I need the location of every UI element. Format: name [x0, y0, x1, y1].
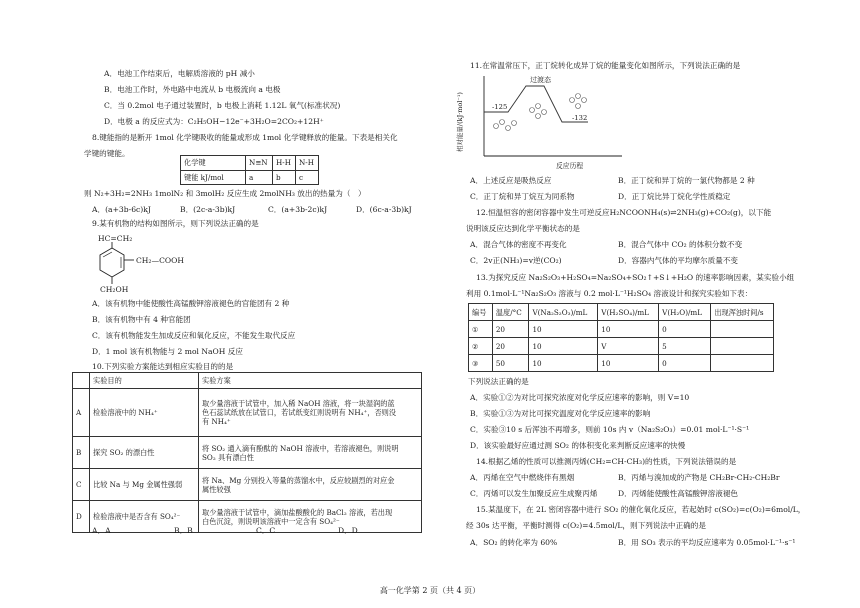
- table-cell: A: [73, 389, 90, 437]
- table-cell: 10: [529, 321, 598, 338]
- table-row: [73, 373, 422, 389]
- q14-option-a: A．丙烯在空气中燃烧伴有黑烟: [470, 473, 575, 482]
- q13-option-b: B．实验①③为对比可探究温度对化学反应速率的影响: [470, 409, 651, 418]
- table-cell: V: [598, 338, 659, 355]
- table-cell: 10: [598, 321, 659, 338]
- table-cell: 5: [659, 338, 711, 355]
- table-cell: c: [296, 170, 319, 185]
- q7-option-b: B．电池工作时，外电路中电流从 b 电极流向 a 电极: [104, 85, 281, 94]
- table-cell: N-H: [296, 156, 319, 171]
- table-cell: 编号: [469, 304, 493, 321]
- q15-stem-line2: 经 30s 达平衡，平衡时测得 c(O₂)=4.5mol/L，则下列说法中正确的是: [466, 521, 706, 530]
- table-row: [469, 304, 774, 321]
- table-cell: 10: [529, 338, 598, 355]
- table-cell: ①: [469, 321, 493, 338]
- plan-line: 取少量溶液于试管中，滴加盐酸酸化的 BaCl₂ 溶液，若出现: [202, 507, 393, 517]
- table-cell: [199, 437, 422, 469]
- q13-option-c: C．实验③10 s 后浑浊不再增多，则前 10s 内 v（Na₂S₂O₃）=0.01 mol·L⁻¹·S⁻¹: [470, 425, 750, 434]
- table-cell: [711, 338, 774, 355]
- table-cell: ②: [469, 338, 493, 355]
- table-row: [73, 437, 422, 469]
- table-cell: 出现浑浊时间/s: [711, 304, 774, 321]
- table-cell: a: [246, 170, 273, 185]
- q15-option-a: A．SO₂ 的转化率为 60%: [470, 538, 558, 547]
- q8-option-c: C．(a+3b-2c)kJ: [268, 205, 328, 214]
- q12-stem-line2: 说明该反应达到化学平衡状态的是: [466, 224, 580, 233]
- q12-option-b: B．混合气体中 CO₂ 的体积分数不变: [618, 240, 743, 249]
- q11-energy-diagram: [462, 70, 627, 172]
- table-cell: [711, 321, 774, 338]
- q8-stem-line2: 学键的键能。: [84, 149, 130, 158]
- q9-option-a: A．该有机物中能使酸性高锰酸钾溶液褪色的官能团有 2 种: [92, 299, 290, 308]
- plan-line: 有 NH₄⁺: [202, 417, 231, 426]
- table-cell: [199, 389, 422, 437]
- table-cell: N≡N: [246, 156, 273, 171]
- page-footer: 高一化学第 2 页（共 4 页）: [379, 586, 481, 595]
- q8-option-d: D．(6c-a-3b)kJ: [356, 205, 412, 214]
- q10-option-d: D．D: [338, 526, 358, 535]
- q9-stem: 9.某有机物的结构如图所示，则下列说法正确的是: [92, 219, 259, 228]
- table-cell: 20: [492, 338, 529, 355]
- q10-option-b: B．B: [174, 526, 193, 535]
- q14-option-b: B．丙烯与溴加成的产物是 CH₂Br-CH₂-CH₂Br: [618, 473, 780, 482]
- q7-option-c: C．当 0.2mol 电子通过装置时，b 电极上消耗 1.12L 氧气(标准状况): [104, 101, 341, 110]
- q12-option-d: D．容器内气体的平均摩尔质量不变: [618, 256, 738, 265]
- q11-stem: 11.在常温常压下，正丁烷转化成异丁烷的能量变化如图所示，下列说法正确的是: [470, 61, 741, 70]
- table-row: [73, 389, 422, 437]
- table-cell: 10: [598, 355, 659, 372]
- q8-stem-line1: 8.键能指的是断开 1mol 化学键吸收的能量或形成 1mol 化学键释放的能量。下表是相关化: [92, 133, 398, 142]
- table-cell: [199, 469, 422, 501]
- table-cell: 实验目的: [90, 373, 199, 389]
- table-row: [73, 469, 422, 501]
- table-cell: [73, 373, 90, 389]
- q12-stem-line1: 12.恒温恒容的密闭容器中发生可逆反应H₂NCOONH₄(s)⇌2NH₃(g)+CO₂(g)，以下能: [476, 208, 772, 217]
- plan-line: 色石蕊试纸放在试管口，若试纸变红则说明有 NH₄⁺，否则没: [202, 408, 397, 417]
- table-cell: ③: [469, 355, 493, 372]
- q8-option-b: B．(2c-a-3b)kJ: [180, 205, 236, 214]
- transition-state-label: 过渡态: [530, 76, 551, 84]
- table-cell: 温度/°C: [492, 304, 529, 321]
- table-row: [181, 170, 319, 185]
- q15-stem-line1: 15.某温度下，在 2L 密闭容器中进行 SO₂ 的催化氧化反应，若起始时 c(SO₂)=c(O₂)=6mol/L，: [476, 505, 806, 514]
- table-cell: B: [73, 437, 90, 469]
- q8-stem-line3: 则 N₂+3H₂=2NH₃ 1molN₂ 和 3molH₂ 反应生成 2molNH₃ 放出的热量为（ ）: [84, 189, 366, 198]
- q11-option-b: B．正丁烷和异丁烷的一氯代物都是 2 种: [618, 176, 755, 185]
- q13-option-a: A．实验①②为对比可探究浓度对化学反应速率的影响，则 V=10: [470, 393, 690, 402]
- q10-table: [72, 372, 422, 533]
- table-cell: 0: [659, 355, 711, 372]
- q9-struct-hydroxymethyl: CH₂OH: [100, 285, 129, 294]
- q10-option-a: A．A: [92, 526, 111, 535]
- table-row: [469, 338, 774, 355]
- energy-value-1: -125: [492, 103, 508, 111]
- table-cell: 50: [492, 355, 529, 372]
- table-cell: 实验方案: [199, 373, 422, 389]
- q14-stem: 14.根据乙烯的性质可以推测丙烯(CH₂=CH-CH₃)的性质，下列说法错误的是: [476, 457, 737, 466]
- q11-option-d: D．正丁烷比异丁烷化学性质稳定: [618, 192, 731, 201]
- table-cell: 检验溶液中是否含有 SO₄²⁻: [90, 501, 199, 533]
- table-cell: 键能 kJ/mol: [181, 170, 246, 185]
- q10-stem: 10.下列实验方案能达到相应实验目的的是: [92, 362, 234, 371]
- q9-option-d: D．1 mol 该有机物能与 2 mol NaOH 反应: [92, 347, 243, 356]
- q8-options: [92, 205, 412, 214]
- q15-option-b: B．用 SO₃ 表示的平均反应速率为 0.05mol·L⁻¹·s⁻¹: [618, 538, 796, 547]
- q7-option-d: D．电极 a 的反应式为：C₂H₅OH−12e⁻+3H₂O=2CO₂+12H⁺: [104, 117, 324, 126]
- table-cell: V(H₂O)/mL: [659, 304, 711, 321]
- q13-option-d: D．该实验最好应通过测 SO₂ 的体积变化来判断反应速率的快慢: [470, 441, 686, 450]
- x-axis-label: 反应历程: [556, 162, 584, 170]
- q13-stem-line2: 利用 0.1mol·L⁻¹Na₂S₂O₃ 溶液与 0.2 mol·L⁻¹H₂SO₄ 溶液设计和探究实验如下表：: [466, 289, 753, 298]
- q9-struct-vinyl: HC=CH₂: [98, 234, 133, 243]
- q14-option-c: C．丙烯可以发生加聚反应生成聚丙烯: [470, 489, 598, 498]
- table-row: [469, 355, 774, 372]
- plan-line: 白色沉淀，则说明该溶液中一定含有 SO₄²⁻: [202, 516, 340, 526]
- q13-sub-stem: 下列说法正确的是: [468, 377, 529, 386]
- q13-table: [468, 303, 774, 372]
- q11-option-c: C．正丁烷和异丁烷互为同系物: [470, 192, 575, 201]
- q12-option-a: A．混合气体的密度不再变化: [470, 240, 567, 249]
- q9-struct-side-chain: CH₂—COOH: [136, 256, 184, 265]
- plan-line: 属性较强: [202, 484, 231, 494]
- table-cell: V(H₂SO₄)/mL: [598, 304, 659, 321]
- table-cell: 20: [492, 321, 529, 338]
- table-cell: 探究 SO₂ 的漂白性: [90, 437, 199, 469]
- table-cell: [711, 355, 774, 372]
- table-cell: 比较 Na 与 Mg 金属性强弱: [90, 469, 199, 501]
- q12-option-c: C．2v正(NH₃)=v逆(CO₂): [470, 256, 562, 265]
- q9-option-b: B．该有机物中有 4 种官能团: [92, 315, 191, 324]
- table-cell: 检验溶液中的 NH₄⁺: [90, 389, 199, 437]
- q11-option-a: A．上述反应是吸热反应: [470, 176, 552, 185]
- plan-line: SO₂ 具有漂白性: [202, 452, 254, 462]
- plan-line: 取少量溶液于试管中，加入稀 NaOH 溶液，将一块湿润的蓝: [202, 399, 395, 408]
- table-cell: 10: [529, 355, 598, 372]
- q7-option-a: A．电池工作结束后，电解质溶液的 pH 减小: [104, 69, 255, 78]
- y-axis-label: 相对能量/(kJ·mol⁻¹): [455, 92, 464, 153]
- right-column: [440, 0, 860, 608]
- table-cell: 化学键: [181, 156, 246, 171]
- plan-line: 将 SO₂ 通入滴有酚酞的 NaOH 溶液中，若溶液褪色，则说明: [202, 443, 399, 453]
- bond-energy-table: [180, 155, 319, 185]
- table-cell: H-H: [273, 156, 296, 171]
- table-cell: C: [73, 469, 90, 501]
- q8-option-a: A．(a+3b-6c)kJ: [92, 205, 151, 214]
- table-cell: 0: [659, 321, 711, 338]
- table-cell: D: [73, 501, 90, 533]
- q14-option-d: D．丙烯能使酸性高锰酸钾溶液褪色: [618, 489, 738, 498]
- table-cell: V(Na₂S₂O₃)/mL: [529, 304, 598, 321]
- table-row: [181, 156, 319, 171]
- q9-option-c: C．该有机物能发生加成反应和氧化反应，不能发生取代反应: [92, 331, 296, 340]
- q10-options: [92, 526, 358, 535]
- q13-stem-line1: 13.为探究反应 Na₂S₂O₃+H₂SO₄=Na₂SO₄+SO₂↑+S↓+H₂O 的速率影响因素，某实验小组: [476, 273, 795, 282]
- table-cell: b: [273, 170, 296, 185]
- q10-option-c: C．C: [256, 526, 276, 535]
- energy-value-2: -132: [572, 114, 588, 122]
- plan-line: 将 Na、Mg 分别投入等量的蒸馏水中，反应较剧烈的对应金: [202, 475, 395, 485]
- table-row: [469, 321, 774, 338]
